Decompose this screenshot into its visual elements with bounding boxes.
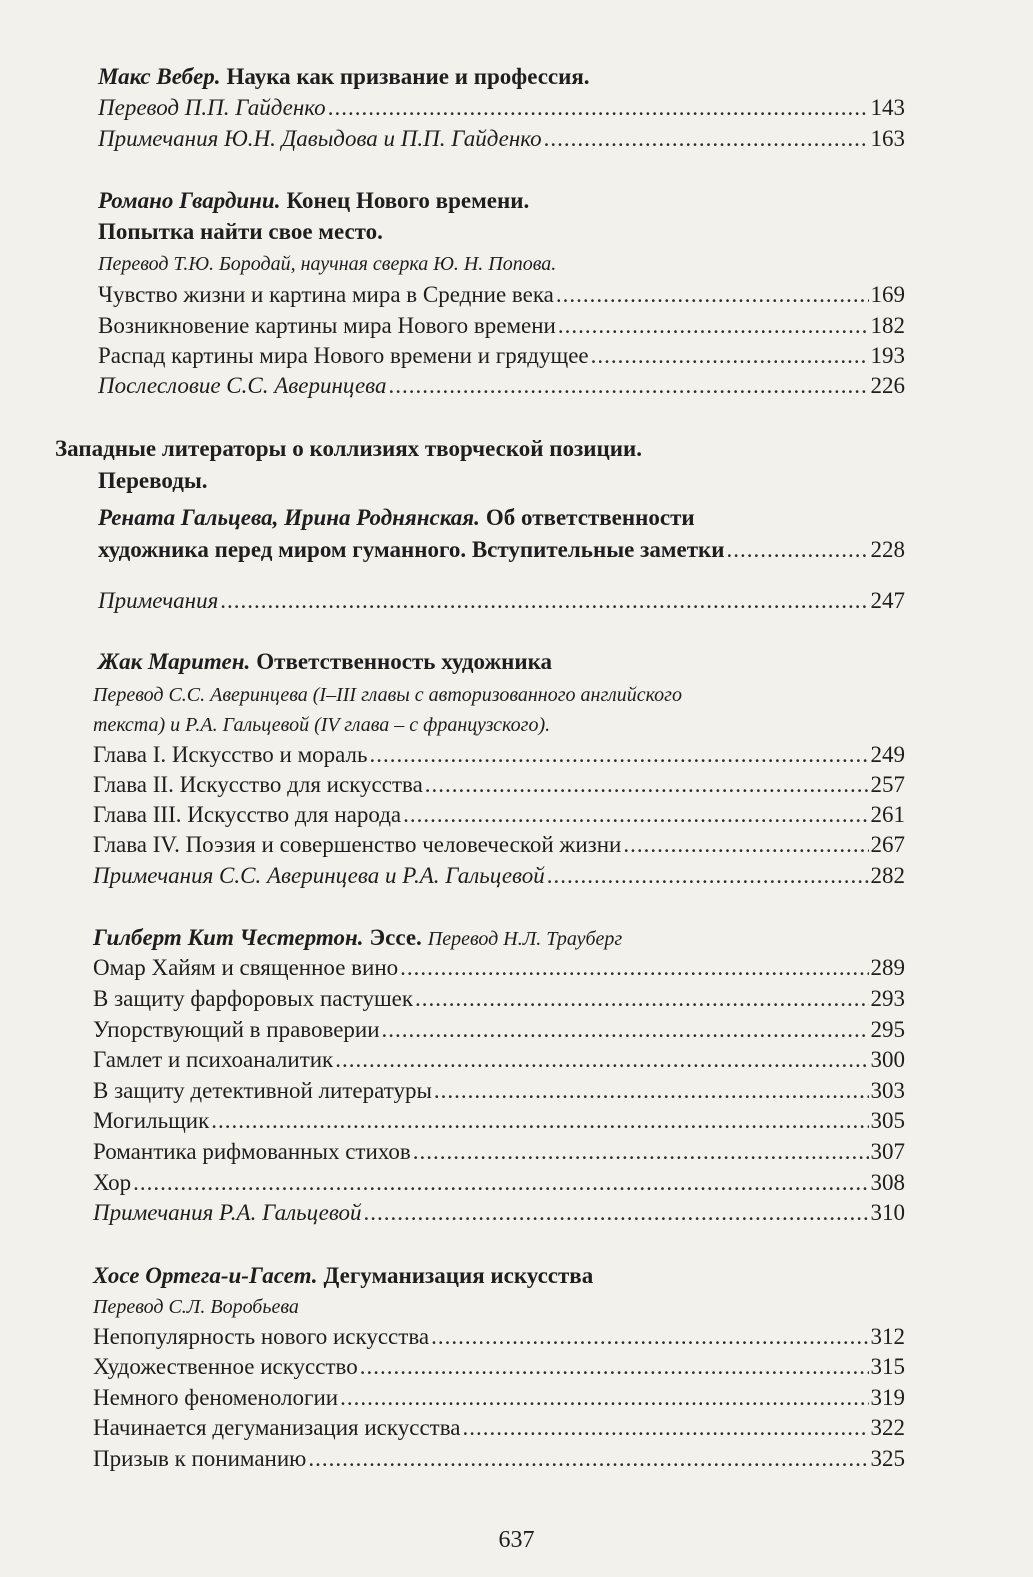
toc-entry (93, 984, 905, 1014)
toc-page-number: 308 (870, 1170, 905, 1195)
toc-entry-title: Глава II. Искусство для искусства (93, 772, 423, 797)
toc-page-number: 267 (870, 832, 905, 857)
toc-entry (93, 1015, 905, 1045)
toc-entry-title: Могильщик (93, 1108, 210, 1133)
toc-heading (98, 466, 208, 496)
leader-dots (727, 535, 869, 565)
toc-entry-title: Непопулярность нового искусства (93, 1324, 430, 1349)
toc-page-number: 247 (870, 588, 905, 613)
toc-page-number: 249 (870, 742, 905, 767)
toc-entry-title: В защиту фарфоровых пастушек (93, 986, 414, 1011)
toc-page-number: 319 (870, 1385, 905, 1410)
toc-title: Конец Нового времени. (286, 188, 530, 213)
leader-dots (370, 740, 869, 770)
toc-author: Рената Гальцева, Ирина Роднянская. (98, 505, 480, 530)
leader-dots (382, 1015, 869, 1045)
leader-dots (308, 1444, 868, 1474)
toc-entry-title: Призыв к пониманию (93, 1446, 307, 1471)
toc-page-number: 163 (870, 126, 905, 151)
toc-page-number: 310 (870, 1200, 905, 1225)
leader-dots (425, 770, 869, 800)
toc-heading (98, 217, 383, 247)
toc-entry-title: Примечания Р.А. Гальцевой (93, 1200, 362, 1225)
toc-entry (98, 341, 905, 371)
toc-entry (98, 124, 905, 154)
toc-page-number: 261 (870, 802, 905, 827)
toc-entry (98, 280, 905, 310)
toc-entry-title: Начинается дегуманизация искусства (93, 1415, 461, 1440)
toc-entry-title: Хор (93, 1170, 132, 1195)
toc-author: Жак Маритен. (98, 649, 251, 674)
leader-dots (340, 1383, 868, 1413)
toc-entry-title: Примечания С.С. Аверинцева и Р.А. Гальцевой (93, 863, 545, 888)
toc-page-number: 282 (870, 863, 905, 888)
toc-entry (93, 1352, 905, 1382)
toc-entry-title: Распад картины мира Нового времени и грядущее (98, 343, 589, 368)
toc-entry-title: Примечания (98, 588, 219, 613)
leader-dots (556, 280, 869, 310)
leader-dots (403, 800, 868, 830)
leader-dots (413, 1137, 869, 1167)
toc-heading (93, 923, 905, 953)
toc-page-number: 325 (870, 1446, 905, 1471)
leader-dots (211, 1106, 868, 1136)
toc-entry (93, 953, 905, 983)
toc-title: Об ответственности (485, 505, 695, 530)
toc-title: Наука как призвание и профессия. (226, 64, 590, 89)
toc-title: Ответственность художника (256, 649, 553, 674)
toc-entry-title: Омар Хайям и священное вино (93, 955, 399, 980)
leader-dots (434, 1076, 869, 1106)
toc-page-number: 300 (870, 1047, 905, 1072)
toc-translator-note: Перевод Н.Л. Трауберг (427, 928, 623, 950)
toc-note-text: Перевод С.С. Аверинцева (I–III главы с авторизованного английского (93, 684, 682, 706)
toc-page-number: 182 (870, 313, 905, 338)
leader-dots (558, 311, 869, 341)
toc-entry (93, 1106, 905, 1136)
toc-entry-title: художника перед миром гуманного. Вступительные заметки (98, 537, 725, 562)
toc-entry-title: Романтика рифмованных стихов (93, 1139, 411, 1164)
toc-entry (98, 586, 905, 616)
toc-heading (98, 186, 529, 216)
toc-entry-title: Упорствующий в правоверии (93, 1017, 380, 1042)
toc-translator-note (93, 710, 550, 740)
toc-entry-title: Глава III. Искусство для народа (93, 802, 402, 827)
toc-entry (93, 800, 905, 830)
toc-title: Попытка найти свое место. (98, 219, 383, 244)
toc-note-text: текста) и Р.А. Гальцевой (IV глава – с французского). (93, 714, 551, 736)
toc-page-number: 322 (870, 1415, 905, 1440)
leader-dots (220, 586, 868, 616)
toc-entry (93, 1076, 905, 1106)
toc-translator-note (93, 680, 682, 710)
toc-translator-note (93, 1292, 299, 1322)
toc-entry (98, 371, 905, 401)
toc-author: Романо Гвардини. (98, 188, 281, 213)
toc-title: Западные литераторы о коллизиях творческой позиции. (55, 436, 643, 461)
toc-entry-title: Примечания Ю.Н. Давыдова и П.П. Гайденко (98, 126, 542, 151)
toc-page-number: 228 (870, 537, 905, 562)
leader-dots (328, 93, 869, 123)
toc-entry (93, 1198, 905, 1228)
toc-entry-title: Перевод П.П. Гайденко (98, 95, 326, 120)
toc-entry-title: Глава IV. Поэзия и совершенство человеческой жизни (93, 832, 622, 857)
toc-entry (93, 830, 905, 860)
toc-heading (98, 503, 695, 533)
leader-dots (544, 124, 869, 154)
leader-dots (547, 861, 869, 891)
toc-title: Дегуманизация искусства (323, 1263, 594, 1288)
toc-entry-title: Немного феноменологии (93, 1385, 339, 1410)
toc-entry (93, 1045, 905, 1075)
toc-entry-title: Глава I. Искусство и мораль (93, 742, 368, 767)
toc-page-number: 315 (870, 1354, 905, 1379)
toc-heading (93, 1261, 593, 1291)
toc-entry (93, 1383, 905, 1413)
toc-page-number: 143 (870, 95, 905, 120)
toc-entry (93, 1168, 905, 1198)
toc-heading (98, 647, 552, 677)
toc-page-number: 307 (870, 1139, 905, 1164)
toc-entry (98, 535, 905, 565)
toc-page-number: 169 (870, 282, 905, 307)
toc-entry (93, 1413, 905, 1443)
toc-page-number: 257 (870, 772, 905, 797)
toc-note-text: Перевод С.Л. Воробьева (93, 1296, 299, 1318)
toc-entry (93, 1137, 905, 1167)
toc-author: Макс Вебер. (98, 64, 221, 89)
toc-entry-title: В защиту детективной литературы (93, 1078, 432, 1103)
toc-page-number: 295 (870, 1017, 905, 1042)
toc-page-number: 305 (870, 1108, 905, 1133)
toc-page-number: 312 (870, 1324, 905, 1349)
toc-entry-title: Чувство жизни и картина мира в Средние века (98, 282, 554, 307)
toc-author: Хосе Ортега-и-Гасет. (93, 1263, 318, 1288)
toc-entry-title: Гамлет и психоаналитик (93, 1047, 334, 1072)
leader-dots (431, 1322, 868, 1352)
leader-dots (133, 1168, 868, 1198)
leader-dots (388, 371, 868, 401)
toc-entry (93, 1444, 905, 1474)
toc-entry (93, 740, 905, 770)
toc-entry (93, 1322, 905, 1352)
leader-dots (364, 1198, 869, 1228)
leader-dots (400, 953, 868, 983)
toc-title: Эссе. (369, 925, 422, 950)
toc-heading (55, 434, 642, 464)
toc-heading (98, 62, 590, 92)
toc-entry-title: Возникновение картины мира Нового времени (98, 313, 556, 338)
toc-title: Переводы. (98, 468, 208, 493)
leader-dots (591, 341, 869, 371)
toc-entry-title: Послесловие С.С. Аверинцева (98, 373, 387, 398)
toc-entry (93, 770, 905, 800)
toc-translator-note (98, 249, 556, 279)
leader-dots (462, 1413, 868, 1443)
toc-entry (98, 93, 905, 123)
toc-author: Гилберт Кит Честертон. (93, 925, 364, 950)
toc-page-number: 226 (870, 373, 905, 398)
leader-dots (415, 984, 868, 1014)
toc-page-number: 193 (870, 343, 905, 368)
toc-page-number: 289 (870, 955, 905, 980)
leader-dots (623, 830, 868, 860)
toc-page-number: 293 (870, 986, 905, 1011)
toc-entry-title: Художественное искусство (93, 1354, 358, 1379)
toc-entry (93, 861, 905, 891)
leader-dots (360, 1352, 869, 1382)
page-number: 637 (498, 1527, 535, 1553)
toc-note-text: Перевод Т.Ю. Бородай, научная сверка Ю. Н. Попова. (98, 253, 557, 275)
toc-page-number: 303 (870, 1078, 905, 1103)
leader-dots (335, 1045, 868, 1075)
toc-entry (98, 311, 905, 341)
